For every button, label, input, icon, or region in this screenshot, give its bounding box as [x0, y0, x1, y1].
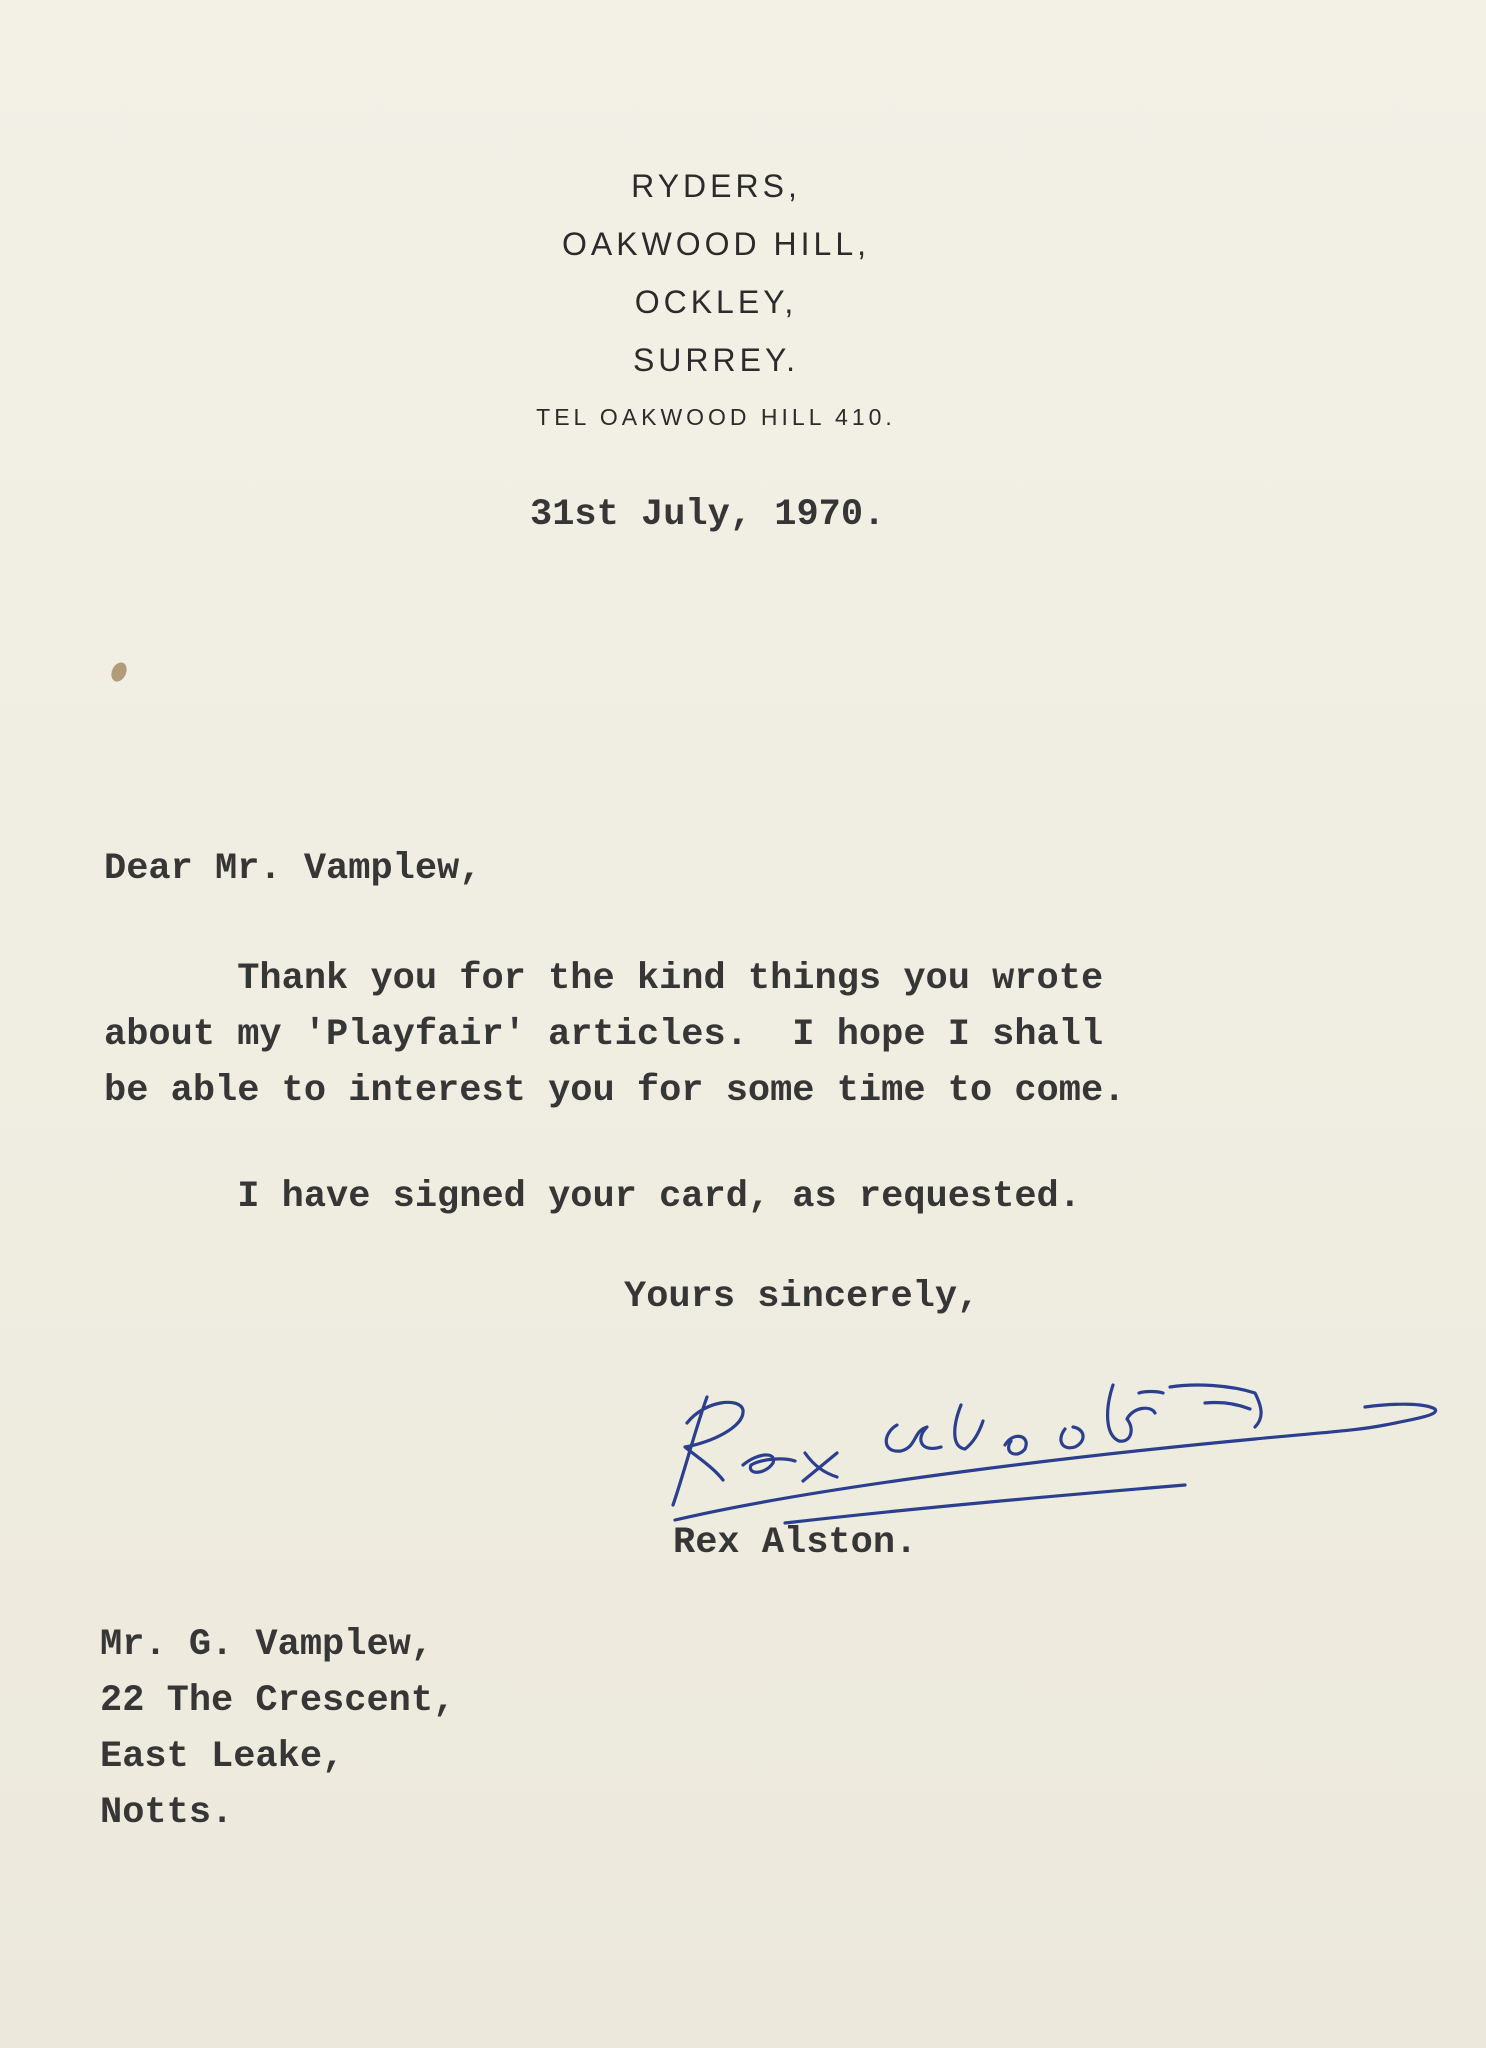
handwritten-signature	[665, 1335, 1455, 1525]
letterhead-line-4: SURREY.	[632, 342, 800, 378]
recipient-town: East Leake,	[100, 1736, 345, 1778]
body-paragraph-1-line-2: about my 'Playfair' articles. I hope I shall	[104, 1014, 1104, 1056]
salutation: Dear Mr. Vamplew,	[104, 848, 482, 890]
letterhead-line-2: OAKWOOD HILL,	[561, 226, 871, 262]
recipient-name: Mr. G. Vamplew,	[100, 1624, 434, 1666]
closing: Yours sincerely,	[624, 1276, 980, 1318]
letterhead-telephone: TEL OAKWOOD HILL 410.	[536, 404, 896, 430]
body-paragraph-1-line-1: Thank you for the kind things you wrote	[104, 958, 1104, 1000]
recipient-street: 22 The Crescent,	[100, 1680, 456, 1722]
letterhead-line-1: RYDERS,	[631, 168, 801, 204]
letter-date: 31st July, 1970.	[530, 494, 886, 536]
letterhead-line-3: OCKLEY,	[634, 284, 798, 320]
body-paragraph-1-line-3: be able to interest you for some time to come.	[104, 1070, 1126, 1112]
recipient-county: Notts.	[100, 1792, 234, 1834]
body-paragraph-2: I have signed your card, as requested.	[104, 1176, 1081, 1218]
signed-name: Rex Alston.	[673, 1522, 918, 1564]
paper-stain	[108, 660, 129, 684]
